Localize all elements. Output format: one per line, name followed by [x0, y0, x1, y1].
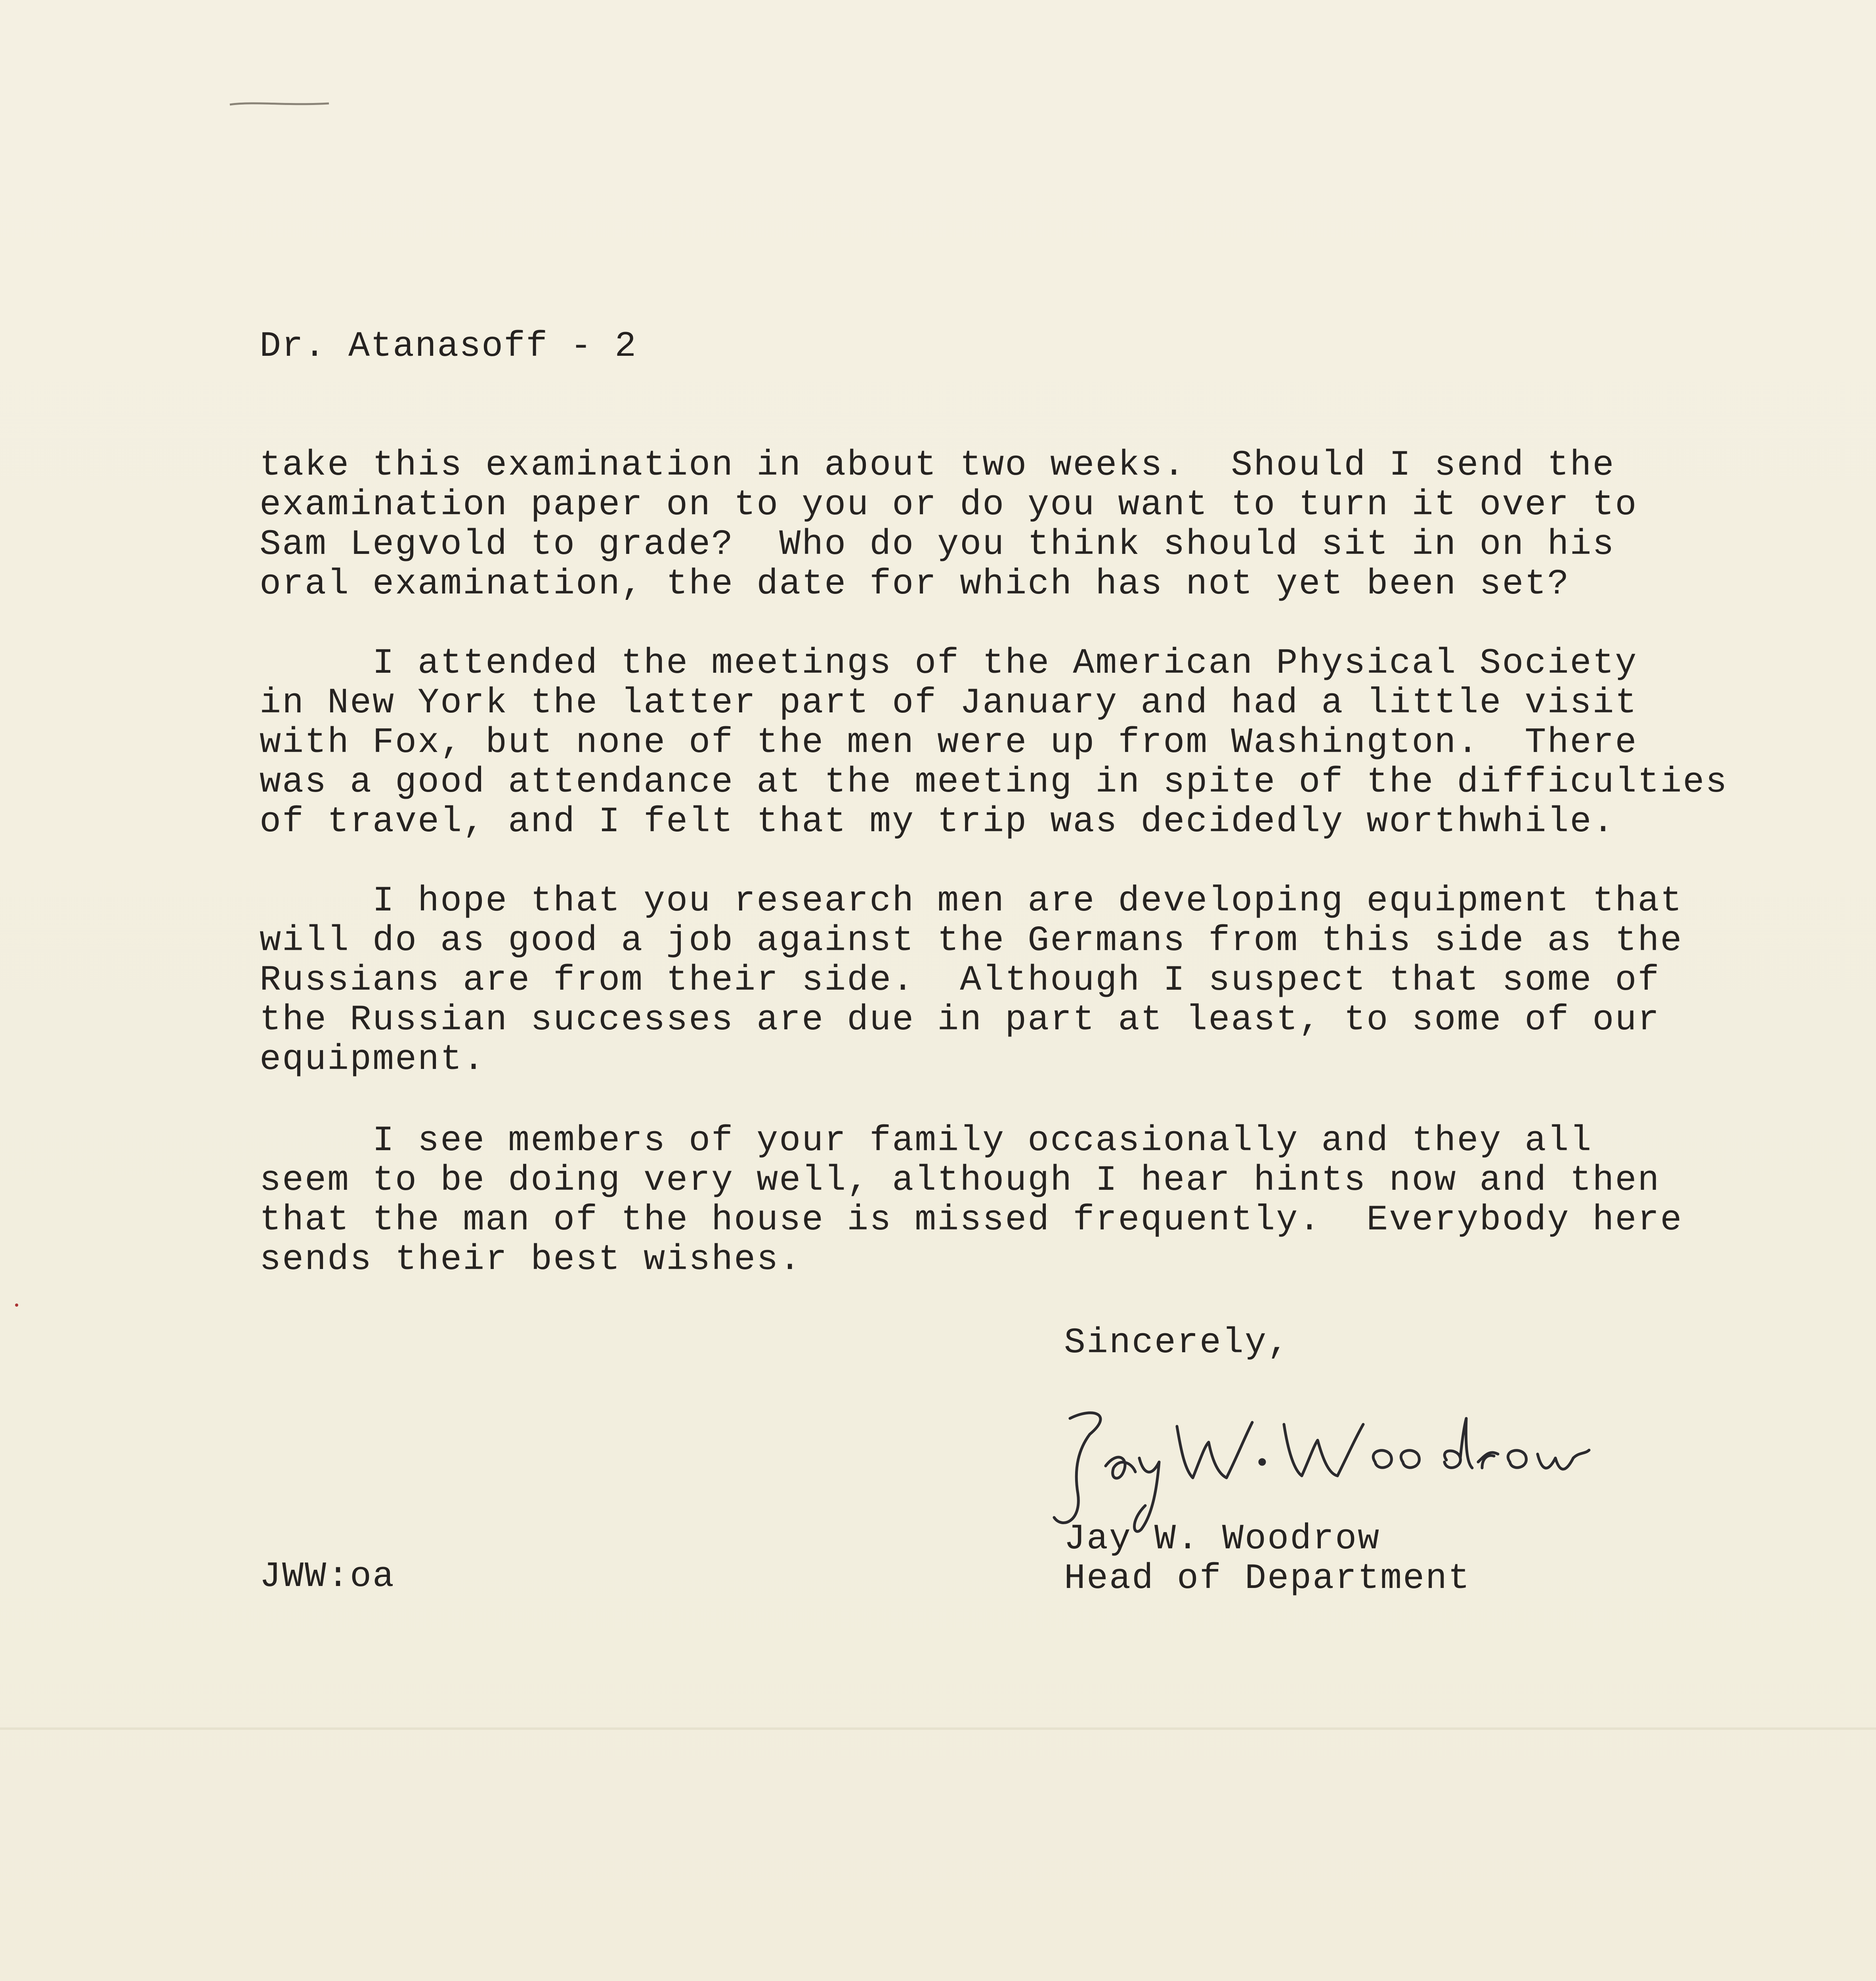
paragraph-4-line-3: that the man of the house is missed frequently. Everybody here [260, 1200, 1683, 1241]
paragraph-1-line-2: examination paper on to you or do you want to turn it over to [260, 485, 1638, 525]
paragraph-2-line-5: of travel, and I felt that my trip was decidedly worthwhile. [260, 802, 1615, 842]
paragraph-2-line-2: in New York the latter part of January and had a little visit [260, 683, 1638, 723]
paragraph-4-line-4: sends their best wishes. [260, 1240, 802, 1280]
signer-name: Jay W. Woodrow [1064, 1519, 1381, 1559]
paragraph-2-line-1: I attended the meetings of the American Physical Society [260, 643, 1638, 684]
paragraph-3-line-1: I hope that you research men are developing equipment that [260, 881, 1683, 922]
paragraph-1-line-3: Sam Legvold to grade? Who do you think should sit in on his [260, 525, 1615, 565]
paragraph-3-line-5: equipment. [260, 1040, 486, 1080]
paragraph-2-line-4: was a good attendance at the meeting in spite of the difficulties [260, 762, 1728, 803]
reference-initials: JWW:oa [260, 1557, 395, 1597]
page-header: Dr. Atanasoff - 2 [260, 326, 637, 367]
paragraph-4-line-2: seem to be doing very well, although I hear hints now and then [260, 1160, 1660, 1201]
handwritten-signature [1046, 1403, 1625, 1537]
paragraph-3-line-2: will do as good a job against the Germans from this side as the [260, 921, 1683, 961]
paper-speck [15, 1303, 18, 1307]
paragraph-1-line-1: take this examination in about two weeks. Should I send the [260, 445, 1615, 486]
paragraph-4-line-1: I see members of your family occasionally and they all [260, 1121, 1593, 1161]
paragraph-1-line-4: oral examination, the date for which has not yet been set? [260, 564, 1570, 605]
closing: Sincerely, [1064, 1323, 1290, 1363]
paper-mark [228, 101, 331, 107]
paragraph-2-line-3: with Fox, but none of the men were up from Washington. There [260, 723, 1638, 763]
paragraph-3-line-3: Russians are from their side. Although I suspect that some of [260, 960, 1660, 1001]
paragraph-3-line-4: the Russian successes are due in part at least, to some of our [260, 1000, 1660, 1040]
paper-fold [0, 1727, 1876, 1730]
signer-title: Head of Department [1064, 1559, 1471, 1599]
